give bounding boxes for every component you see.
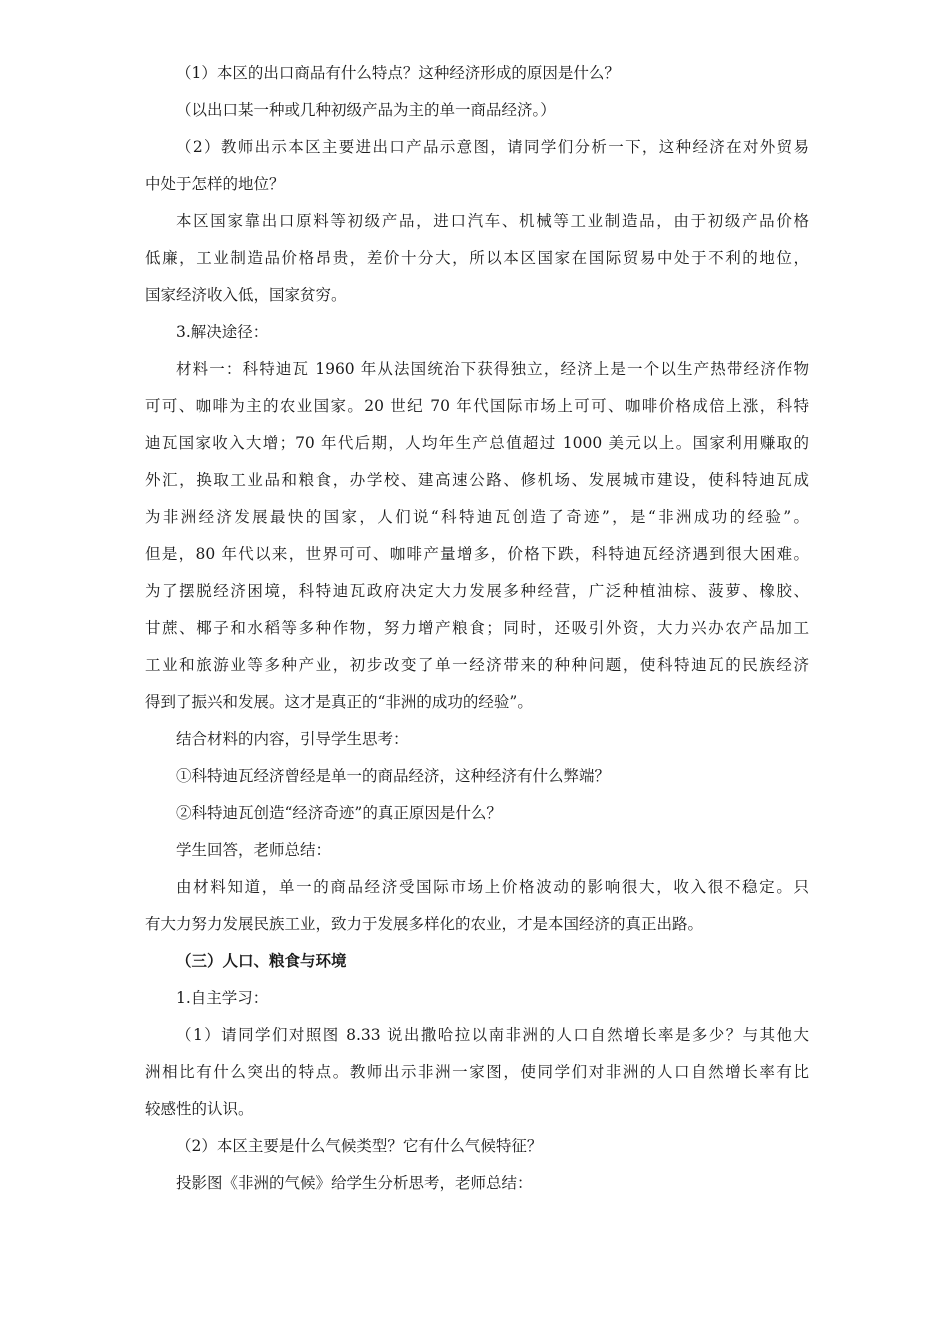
section-heading: （三）人口、粮食与环境 [176, 952, 347, 970]
text-line: 工业和旅游业等多种产业，初步改变了单一经济带来的种种问题，使科特迪瓦的民族经济 [145, 656, 809, 674]
text-line: ①科特迪瓦经济曾经是单一的商品经济，这种经济有什么弊端？ [176, 767, 611, 785]
text-line: 低廉，工业制造品价格昂贵，差价十分大，所以本区国家在国际贸易中处于不利的地位， [145, 249, 809, 267]
text-line: 可可、咖啡为主的农业国家。20 世纪 70 年代国际市场上可可、咖啡价格成倍上涨，科特 [145, 397, 809, 415]
text-line: 为了摆脱经济困境，科特迪瓦政府决定大力发展多种经营，广泛种植油棕、菠萝、橡胶、 [145, 582, 809, 600]
text-line: 外汇，换取工业品和粮食，办学校、建高速公路、修机场、发展城市建设，使科特迪瓦成 [145, 471, 809, 489]
document-body [145, 55, 809, 1202]
text-line: 国家经济收入低，国家贫穷。 [145, 286, 347, 304]
text-line: 投影图《非洲的气候》给学生分析思考，老师总结： [176, 1174, 533, 1192]
text-line: 但是，80 年代以来，世界可可、咖啡产量增多，价格下跌，科特迪瓦经济遇到很大困难。 [145, 545, 809, 563]
text-line: （2）本区主要是什么气候类型？它有什么气候特征？ [176, 1137, 543, 1155]
text-line: 洲相比有什么突出的特点。教师出示非洲一家图，使同学们对非洲的人口自然增长率有比 [145, 1063, 809, 1081]
text-line: 学生回答，老师总结： [176, 841, 332, 859]
text-line: （以出口某一种或几种初级产品为主的单一商品经济。） [176, 101, 556, 119]
text-line: 中处于怎样的地位？ [145, 175, 285, 193]
text-line: 结合材料的内容，引导学生思考： [176, 730, 409, 748]
text-line: 得到了振兴和发展。这才是真正的“非洲的成功的经验”。 [145, 693, 533, 711]
text-line: 1.自主学习： [176, 989, 269, 1007]
text-line: 有大力努力发展民族工业，致力于发展多样化的农业，才是本国经济的真正出路。 [145, 915, 704, 933]
text-line: 本区国家靠出口原料等初级产品，进口汽车、机械等工业制造品，由于初级产品价格 [176, 212, 809, 230]
text-line: （1）请同学们对照图 8.33 说出撒哈拉以南非洲的人口自然增长率是多少？与其他大 [176, 1026, 809, 1044]
text-line: （1）本区的出口商品有什么特点？这种经济形成的原因是什么？ [176, 64, 620, 82]
text-line: （2）教师出示本区主要进出口产品示意图，请同学们分析一下，这种经济在对外贸易 [176, 138, 809, 156]
text-line: 由材料知道，单一的商品经济受国际市场上价格波动的影响很大，收入很不稳定。只 [176, 878, 809, 896]
text-line: 较感性的认识。 [145, 1100, 254, 1118]
text-line: 3.解决途径： [176, 323, 269, 341]
text-line: 迪瓦国家收入大增；70 年代后期，人均年生产总值超过 1000 美元以上。国家利用赚取的 [145, 434, 809, 452]
text-line: 材料一：科特迪瓦 1960 年从法国统治下获得独立，经济上是一个以生产热带经济作物 [176, 360, 809, 378]
text-line: 为非洲经济发展最快的国家，人们说“科特迪瓦创造了奇迹”，是“非洲成功的经验”。 [145, 508, 809, 526]
text-line: 甘蔗、椰子和水稻等多种作物，努力增产粮食；同时，还吸引外资，大力兴办农产品加工 [145, 619, 809, 637]
text-line: ②科特迪瓦创造“经济奇迹”的真正原因是什么？ [176, 804, 502, 822]
